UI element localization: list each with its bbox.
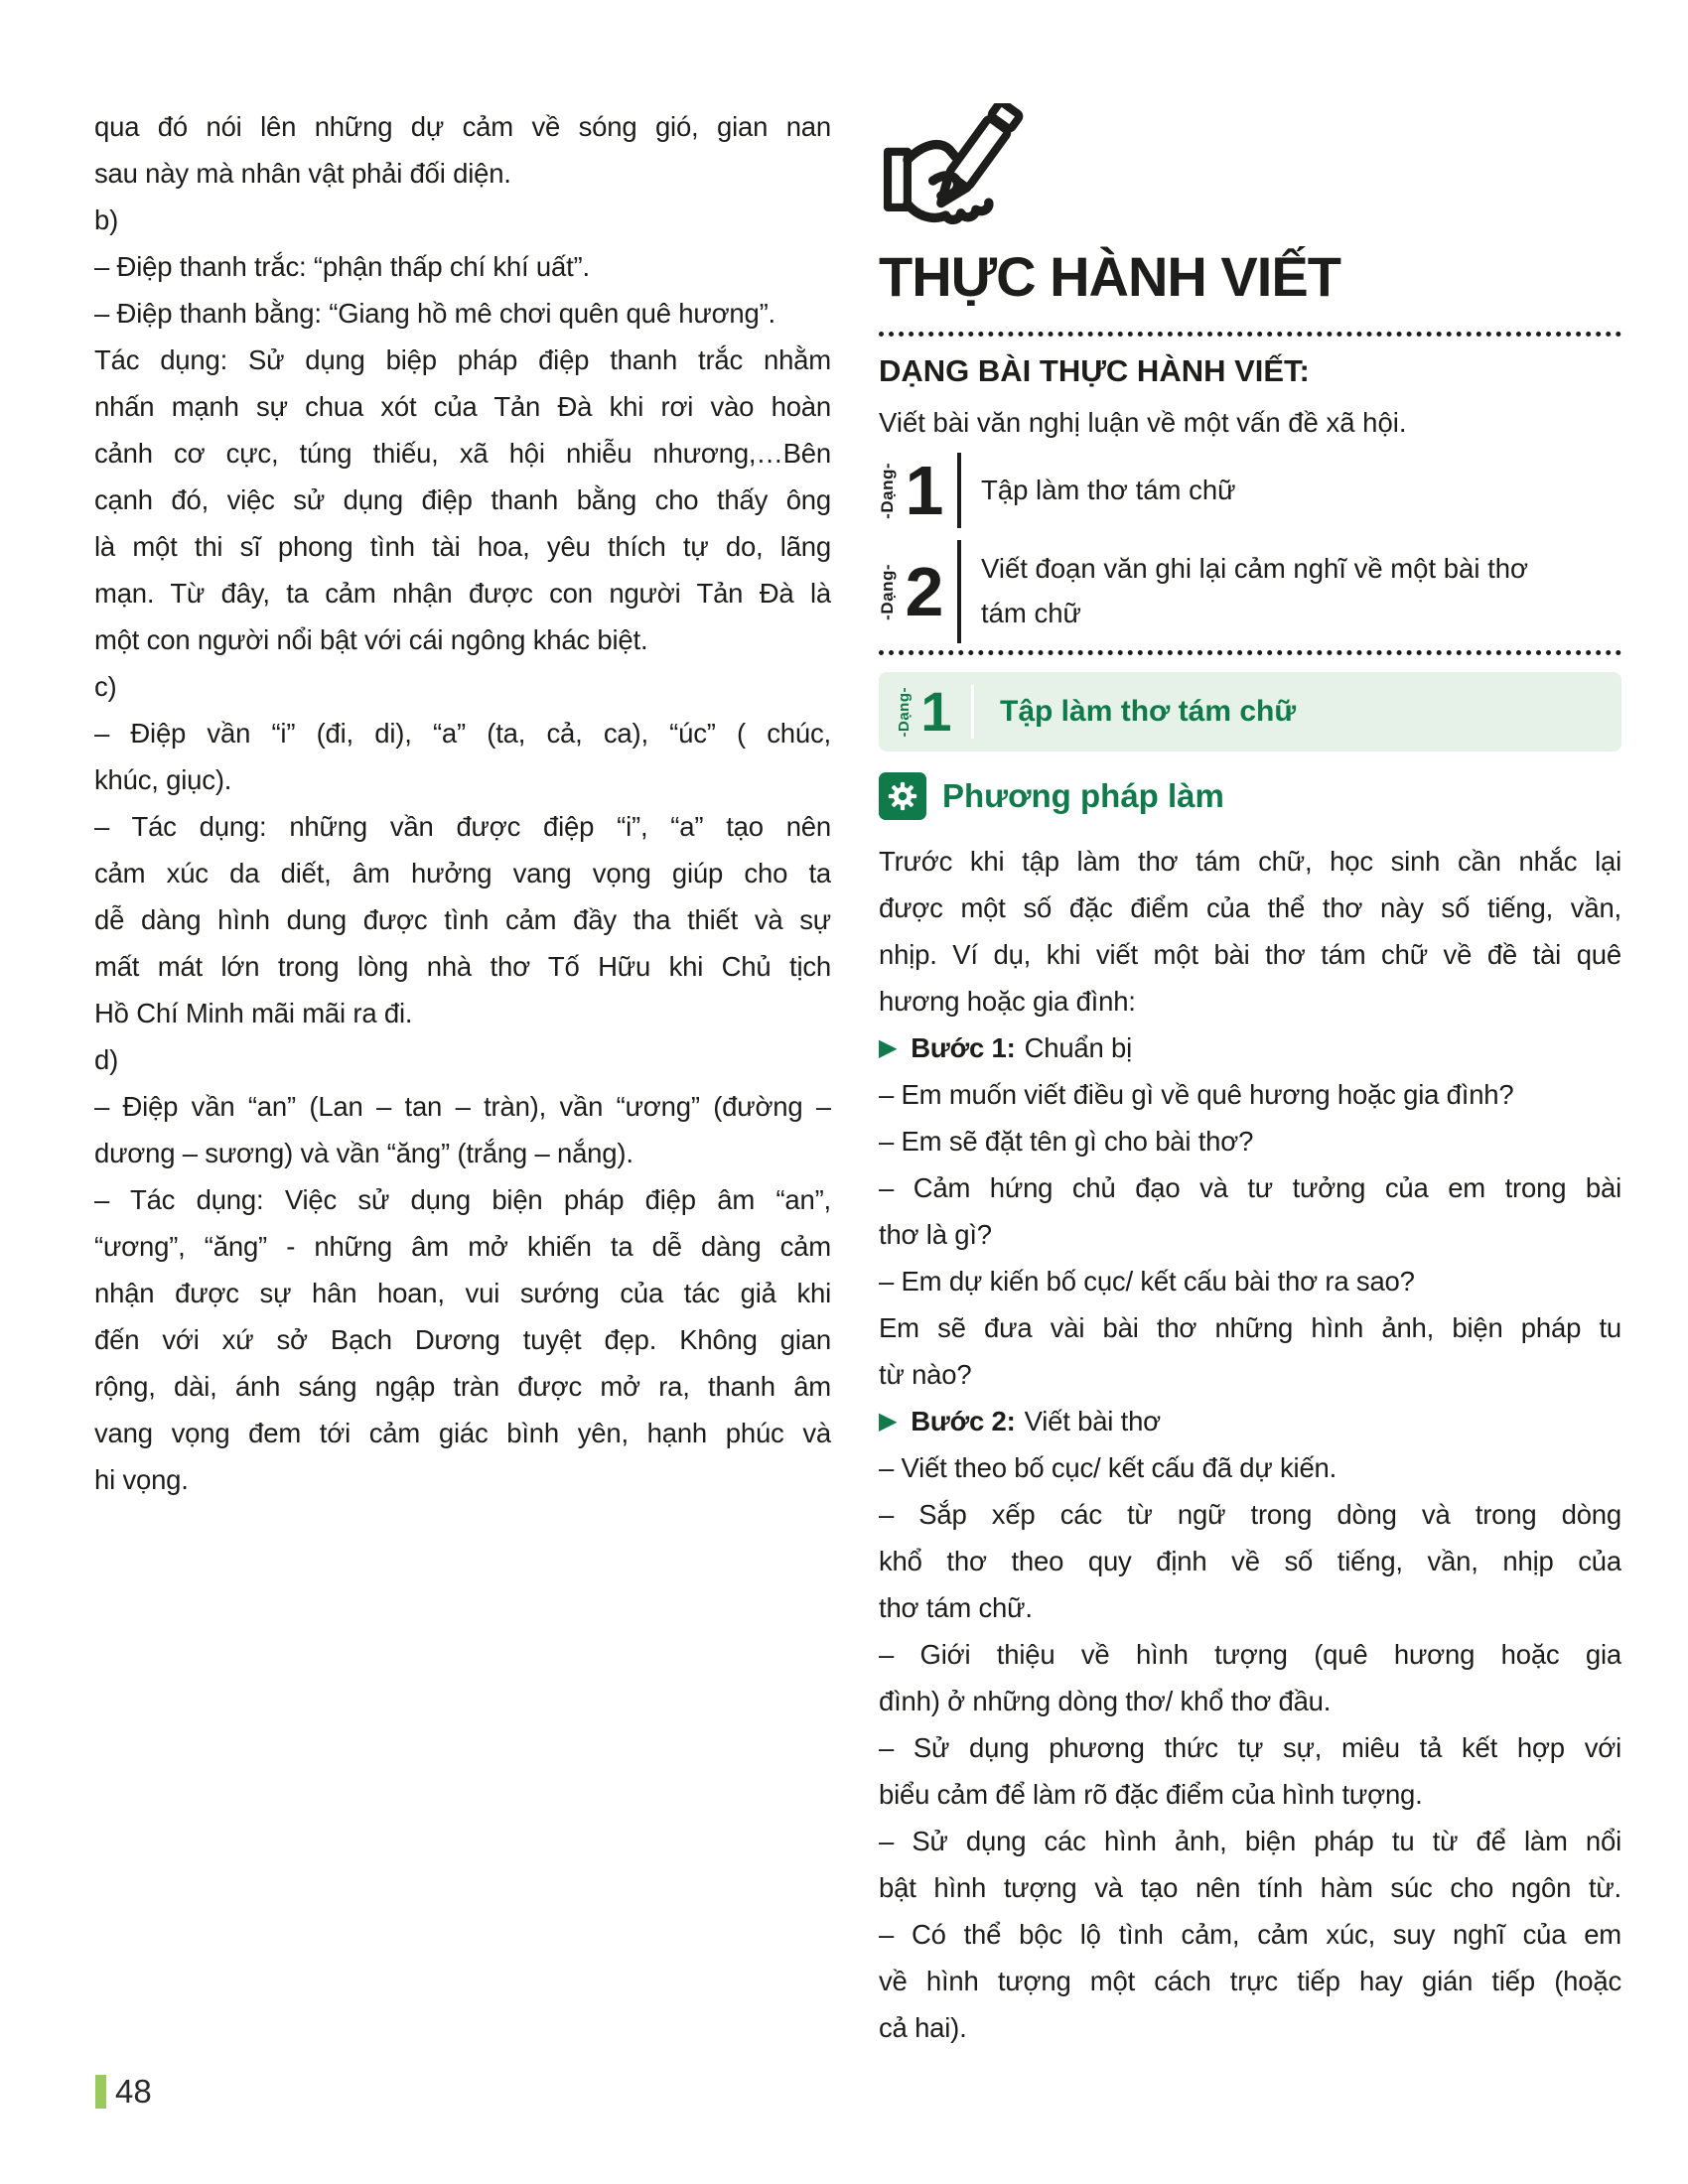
- method-header: [879, 772, 1224, 820]
- step-line: ▶ Bước 2: Viết bài thơ: [879, 1406, 1162, 1436]
- step-line: ▶ Bước 1: Chuẩn bị: [879, 1032, 1133, 1063]
- text-line: Trước khi tập làm thơ tám chữ, học sinh cần nhắc lại: [879, 846, 1621, 877]
- dang-rotated-label: -Dạng-: [878, 563, 897, 620]
- text-line: cả hai).: [879, 2012, 967, 2043]
- banner-title: Tập làm thơ tám chữ: [1000, 695, 1297, 728]
- text-line: đến với xứ sở Bạch Dương tuyệt đẹp. Không gian: [94, 1324, 831, 1355]
- text-line: Tác dụng: Sử dụng biệp pháp điệp thanh trắc nhằm: [94, 344, 831, 375]
- gear-icon: [879, 772, 926, 820]
- text-line: khúc, giục).: [94, 764, 232, 795]
- text-line: là một thi sĩ phong tình tài hoa, yêu thích tự do, lãng: [94, 531, 831, 562]
- text-line: từ nào?: [879, 1359, 972, 1390]
- text-line: – Sử dụng các hình ảnh, biện pháp tu từ để làm nổi: [879, 1826, 1621, 1856]
- writing-hand-icon: [881, 103, 1032, 244]
- text-line: – Tác dụng: những vần được điệp “i”, “a” tạo nên: [94, 811, 831, 842]
- text-line: cảm xúc da diết, âm hưởng vang vọng giúp cho ta: [94, 858, 831, 888]
- page-number-bar: [95, 2075, 106, 2109]
- dang-banner: [879, 672, 1621, 751]
- text-line: về hình tượng một cách trực tiếp hay gián tiếp (hoặc: [879, 1966, 1621, 1996]
- banner-number: 1: [920, 680, 952, 743]
- page-number-value: 48: [115, 2073, 152, 2110]
- dang-number: 2: [905, 553, 944, 630]
- text-line: sau này mà nhân vật phải đối diện.: [94, 158, 511, 189]
- text-line: hương hoặc gia đình:: [879, 986, 1136, 1017]
- text-line: bật hình tượng và tạo nên tính hàm súc cho ngôn từ.: [879, 1872, 1621, 1903]
- step-arrow-icon: ▶: [879, 1034, 898, 1061]
- text-line: – Sắp xếp các từ ngữ trong dòng và trong dòng: [879, 1499, 1621, 1530]
- text-line: “ương”, “ăng” - những âm mở khiến ta dễ dàng cảm: [94, 1231, 831, 1262]
- text-line: Em sẽ đưa vài bài thơ những hình ảnh, biện pháp tu: [879, 1312, 1621, 1343]
- text-line: biểu cảm để làm rõ đặc điểm của hình tượng.: [879, 1779, 1423, 1810]
- vertical-divider: [957, 540, 961, 643]
- text-line: khổ thơ theo quy định về số tiếng, vần, nhịp của: [879, 1546, 1621, 1576]
- text-line: dễ dàng hình dung được tình cảm đầy tha thiết và sự: [94, 904, 831, 935]
- dang-item-2: [879, 536, 1577, 647]
- text-line: qua đó nói lên những dự cảm về sóng gió, gian nan: [94, 111, 831, 142]
- text-line: nhấn mạnh sự chua xót của Tản Đà khi rơi vào hoàn: [94, 391, 831, 422]
- text-line: rộng, dài, ánh sáng ngập tràn được mở ra, thanh âm: [94, 1371, 831, 1402]
- text-line: mất mát lớn trong lòng nhà thơ Tố Hữu khi Chủ tịch: [94, 951, 831, 982]
- banner-divider: [971, 685, 974, 739]
- dotted-divider: [879, 332, 1621, 337]
- text-line: nhịp. Ví dụ, khi viết một bài thơ tám chữ về đề tài quê: [879, 939, 1621, 970]
- vertical-divider: [957, 453, 961, 528]
- text-line: – Có thể bộc lộ tình cảm, cảm xúc, suy nghĩ của em: [879, 1919, 1621, 1950]
- method-heading: Phương pháp làm: [942, 777, 1224, 814]
- step-arrow-icon: ▶: [879, 1408, 898, 1434]
- text-line: vang vọng đem tới cảm giác bình yên, hạnh phúc và: [94, 1418, 831, 1448]
- text-line: c): [94, 671, 117, 702]
- text-line: Hồ Chí Minh mãi mãi ra đi.: [94, 998, 413, 1028]
- text-line: – Em dự kiến bố cục/ kết cấu bài thơ ra sao?: [879, 1266, 1415, 1297]
- text-line: – Sử dụng phương thức tự sự, miêu tả kết hợp với: [879, 1732, 1621, 1763]
- text-line: cảnh cơ cực, túng thiếu, xã hội nhiễu nhương,…Bên: [94, 438, 831, 469]
- text-line: cạnh đó, việc sử dụng điệp thanh bằng cho thấy ông: [94, 484, 831, 515]
- text-line: dương – sương) và vần “ăng” (trắng – nắng).: [94, 1138, 633, 1168]
- text-line: – Viết theo bố cục/ kết cấu đã dự kiến.: [879, 1452, 1337, 1483]
- dang-rotated-label: -Dạng-: [878, 462, 897, 519]
- text-line: mạn. Từ đây, ta cảm nhận được con người Tản Đà là: [94, 578, 831, 609]
- method-lines: [879, 838, 1621, 2051]
- dang-bai-subtitle: Viết bài văn nghị luận về một vấn đề xã hội.: [879, 407, 1407, 438]
- text-line: – Giới thiệu về hình tượng (quê hương hoặc gia: [879, 1639, 1621, 1670]
- dang-number: 1: [905, 452, 944, 529]
- section-title: THỰC HÀNH VIẾT: [879, 245, 1340, 308]
- text-line: đình) ở những dòng thơ/ khổ thơ đầu.: [879, 1686, 1332, 1716]
- text-line: – Tác dụng: Việc sử dụng biện pháp điệp âm “an”,: [94, 1184, 831, 1215]
- text-line: – Em muốn viết điều gì về quê hương hoặc gia đình?: [879, 1079, 1514, 1110]
- dang-item-1: [879, 449, 1577, 532]
- text-line: – Điệp vần “an” (Lan – tan – tràn), vần “ương” (đường –: [94, 1091, 831, 1122]
- left-text-column: [94, 103, 831, 1503]
- text-line: – Điệp vần “i” (đi, di), “a” (ta, cả, ca), “úc” ( chúc,: [94, 718, 831, 749]
- text-line: một con người nổi bật với cái ngông khác biệt.: [94, 624, 648, 655]
- text-line: – Điệp thanh trắc: “phận thấp chí khí uất”.: [94, 251, 590, 282]
- text-line: b): [94, 205, 119, 235]
- text-line: – Điệp thanh bằng: “Giang hồ mê chơi quên quê hương”.: [94, 298, 775, 329]
- text-line: thơ là gì?: [879, 1219, 992, 1250]
- dang-item-text: Tập làm thơ tám chữ: [981, 474, 1236, 505]
- dotted-divider: [879, 650, 1621, 655]
- right-column: [879, 0, 1621, 2184]
- banner-rotated-label: -Dạng-: [896, 686, 913, 738]
- text-line: – Cảm hứng chủ đạo và tư tưởng của em trong bài: [879, 1172, 1621, 1203]
- page-number: [95, 2073, 152, 2111]
- text-line: được một số đặc điểm của thể thơ này số tiếng, vần,: [879, 892, 1621, 923]
- text-line: nhận được sự hân hoan, vui sướng của tác giả khi: [94, 1278, 831, 1308]
- text-line: – Em sẽ đặt tên gì cho bài thơ?: [879, 1126, 1254, 1157]
- text-line: d): [94, 1044, 119, 1075]
- text-line: hi vọng.: [94, 1464, 189, 1495]
- dang-bai-heading: DẠNG BÀI THỰC HÀNH VIẾT:: [879, 353, 1310, 388]
- text-line: thơ tám chữ.: [879, 1592, 1033, 1623]
- dang-item-text: Viết đoạn văn ghi lại cảm nghĩ về một bài thơ tám chữ: [981, 553, 1529, 628]
